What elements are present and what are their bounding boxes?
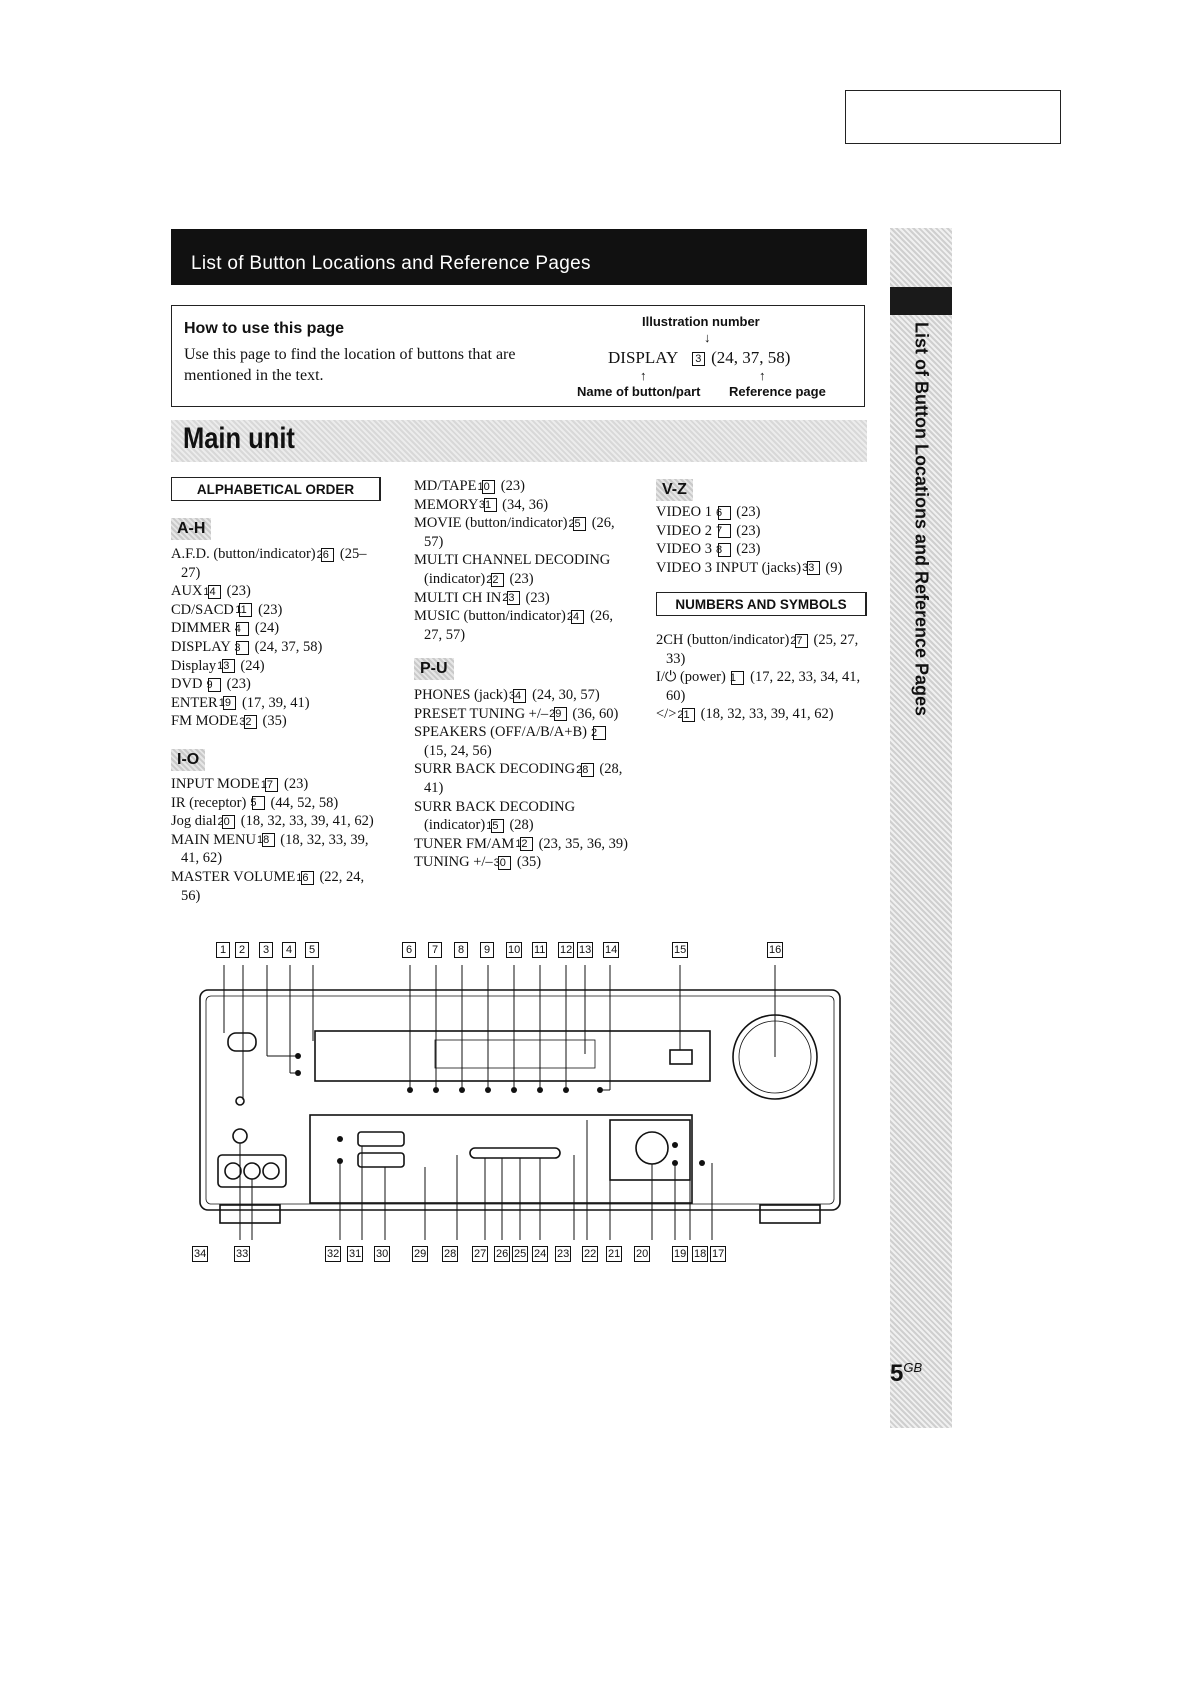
entry-number: 2 xyxy=(593,726,606,740)
callout-9: 9 xyxy=(480,942,494,958)
entry-number: 16 xyxy=(301,871,314,885)
callout-2: 2 xyxy=(235,942,249,958)
entry-name: Display xyxy=(171,657,220,674)
entry-number: 9 xyxy=(208,678,221,692)
list-item xyxy=(414,760,632,797)
list-item xyxy=(656,503,868,522)
entry-number: 10 xyxy=(482,480,495,494)
entry-pages: (23) xyxy=(497,478,525,494)
entry-pages: (44, 52, 58) xyxy=(266,794,339,811)
list-a-h xyxy=(171,545,379,731)
list-item xyxy=(656,631,868,668)
entry-pages: (24) xyxy=(236,657,265,674)
entry-name: Jog dial xyxy=(171,813,221,830)
entry-pages: (9) xyxy=(821,559,843,576)
example-line xyxy=(608,348,790,368)
lower-panel xyxy=(310,1115,692,1203)
callout-11: 11 xyxy=(534,944,546,956)
entry-name: SURR BACK DECODING (indicator) xyxy=(414,798,576,834)
entry-pages: (26, 27, 57) xyxy=(424,608,614,643)
arrow-up-icon: ↑ xyxy=(640,368,647,383)
entry-name: I/⏻ (power) xyxy=(656,669,730,686)
entry-pages: (15, 24, 56) xyxy=(424,742,492,759)
list-item xyxy=(414,798,632,835)
list-p-u xyxy=(414,686,632,872)
list-item xyxy=(171,545,379,582)
entry-pages: (22, 24, 56) xyxy=(181,868,365,904)
list-item xyxy=(414,686,632,705)
entry-name: PRESET TUNING +/– xyxy=(414,705,552,722)
list-item xyxy=(656,668,868,705)
callout-6: 6 xyxy=(402,942,416,958)
entry-pages: (25–27) xyxy=(181,546,367,581)
receiver-front-panel-diagram xyxy=(170,935,870,1275)
entry-name: MD/TAPE xyxy=(414,478,481,494)
list-item xyxy=(656,705,868,724)
list-item xyxy=(171,582,379,601)
callout-4: 4 xyxy=(282,942,296,958)
list-item xyxy=(414,607,632,644)
callout-21: 21 xyxy=(608,1248,621,1260)
list-item xyxy=(414,835,632,854)
callout-27: 27 xyxy=(474,1248,487,1260)
entry-number: 12 xyxy=(520,837,533,851)
list-item xyxy=(414,853,632,872)
entry-name: TUNER FM/AM xyxy=(414,835,518,852)
list-item xyxy=(414,705,632,724)
fluorescent-display xyxy=(435,1040,595,1068)
entry-number: 26 xyxy=(321,548,334,562)
entry-name: IR (receptor) xyxy=(171,794,250,811)
entry-pages: (23) xyxy=(254,601,283,618)
how-to-body: Use this page to find the location of buttons that are mentioned in the text. xyxy=(184,346,516,384)
callout-26: 26 xyxy=(496,1248,509,1260)
entry-name: DISPLAY xyxy=(171,638,234,655)
entry-name: A.F.D. (button/indicator) xyxy=(171,546,320,562)
page-banner xyxy=(171,229,867,285)
entry-pages: (23) xyxy=(280,776,309,792)
illustration-number-label: Illustration number xyxy=(642,314,760,329)
entry-name: TUNING +/– xyxy=(414,854,497,871)
entry-number: 6 xyxy=(718,506,731,520)
entry-pages: (17, 22, 33, 34, 41, 60) xyxy=(666,669,861,704)
jog-dial xyxy=(636,1132,668,1164)
entry-pages: (36, 60) xyxy=(568,705,619,722)
callout-5: 5 xyxy=(305,942,319,958)
callout-20: 20 xyxy=(636,1248,649,1260)
entry-number: 27 xyxy=(795,634,808,648)
entry-number: 11 xyxy=(239,603,252,617)
entry-number: 32 xyxy=(244,715,257,729)
entry-number: 18 xyxy=(262,833,275,847)
entry-number: 21 xyxy=(682,708,695,722)
callout-14: 14 xyxy=(605,944,618,956)
entry-name: SPEAKERS (OFF/A/B/A+B) xyxy=(414,724,591,741)
entry-name: </> xyxy=(656,706,681,723)
callout-33: 33 xyxy=(236,1248,249,1260)
entry-number: 15 xyxy=(491,819,504,833)
list-item xyxy=(171,868,379,905)
callout-13: 13 xyxy=(579,944,592,956)
foot-left xyxy=(220,1205,280,1223)
entry-number: 5 xyxy=(252,796,265,810)
entry-pages: (23) xyxy=(521,589,550,606)
callout-8: 8 xyxy=(454,942,468,958)
how-to-box xyxy=(171,305,865,407)
list-item xyxy=(414,496,632,515)
entry-number: 23 xyxy=(507,591,520,605)
entry-number: 22 xyxy=(491,573,504,587)
callout-18: 18 xyxy=(694,1248,707,1260)
list-item xyxy=(414,589,632,608)
list-item xyxy=(656,522,868,541)
entry-name: DIMMER xyxy=(171,620,235,637)
list-item xyxy=(414,514,632,551)
callout-3: 3 xyxy=(259,942,273,958)
callout-23: 23 xyxy=(557,1248,570,1260)
entry-number: 30 xyxy=(498,856,511,870)
callout-31: 31 xyxy=(349,1248,362,1260)
entry-pages: (23, 35, 36, 39) xyxy=(534,835,628,852)
callout-24: 24 xyxy=(534,1248,547,1260)
reference-page-label: Reference page xyxy=(729,384,826,399)
list-item xyxy=(414,551,632,588)
list-item xyxy=(171,794,379,813)
callout-29: 29 xyxy=(414,1248,427,1260)
entry-number: 31 xyxy=(484,498,497,512)
list-item xyxy=(171,831,379,868)
entry-number: 33 xyxy=(807,561,820,575)
callout-32: 32 xyxy=(327,1248,340,1260)
entry-pages: (25, 27, 33) xyxy=(666,632,859,667)
list-numbers-symbols xyxy=(656,631,868,724)
entry-name: ENTER xyxy=(171,694,222,711)
entry-pages: (23) xyxy=(223,583,251,600)
entry-name: FM MODE xyxy=(171,713,242,730)
entry-pages: (24, 37, 58) xyxy=(250,638,323,655)
display-window xyxy=(315,1031,710,1081)
list-item xyxy=(171,712,379,731)
list-item xyxy=(171,775,379,794)
list-item xyxy=(171,657,379,676)
banner-title: List of Button Locations and Reference Pages xyxy=(191,253,591,274)
surr-back-indicator xyxy=(670,1050,692,1064)
entry-pages: (23) xyxy=(732,522,761,539)
entry-pages: (18, 32, 33, 39, 41, 62) xyxy=(697,706,834,723)
entry-number: 1 xyxy=(731,671,744,685)
main-unit-band xyxy=(171,420,867,462)
sidebar-title: List of Button Locations and Reference Pages xyxy=(911,322,932,717)
callout-19: 19 xyxy=(674,1248,687,1260)
entry-name: MUSIC (button/indicator) xyxy=(414,608,570,625)
power-button xyxy=(228,1033,256,1051)
list-item xyxy=(171,619,379,638)
callout-25: 25 xyxy=(514,1248,527,1260)
jog-section xyxy=(610,1120,690,1180)
entry-pages: (23) xyxy=(505,570,534,587)
callout-10: 10 xyxy=(508,944,521,956)
entry-name: INPUT MODE xyxy=(171,776,264,792)
list-item xyxy=(414,477,632,496)
entry-pages: (23) xyxy=(732,541,761,558)
callout-34: 34 xyxy=(194,1248,207,1260)
callout-17: 17 xyxy=(712,1248,725,1260)
entry-name: VIDEO 2 xyxy=(656,522,716,539)
entry-name: MULTI CHANNEL DECODING (indicator) xyxy=(414,552,611,587)
list-item xyxy=(171,601,379,620)
alphabetical-order-heading: ALPHABETICAL ORDER xyxy=(171,477,381,501)
list-i-o xyxy=(171,775,379,905)
list-item xyxy=(171,812,379,831)
entry-pages: (18, 32, 33, 39, 41, 62) xyxy=(181,831,369,867)
list-item xyxy=(414,723,632,760)
how-to-title: How to use this page xyxy=(184,320,345,337)
entry-name: 2CH (button/indicator) xyxy=(656,632,793,648)
entry-pages: (35) xyxy=(258,713,287,730)
callout-12: 12 xyxy=(560,944,573,956)
section-tag-v-z: V-Z xyxy=(656,479,693,501)
entry-number: 34 xyxy=(513,689,526,703)
page-number-suffix: GB xyxy=(903,1360,923,1375)
entry-name: SURR BACK DECODING xyxy=(414,761,579,778)
entry-pages: (35) xyxy=(513,854,542,871)
entry-name: MAIN MENU xyxy=(171,831,260,848)
sidebar-tab-marker xyxy=(890,287,952,315)
entry-pages: (28, 41) xyxy=(424,761,623,796)
entry-number: 29 xyxy=(554,707,567,721)
entry-number: 14 xyxy=(208,585,221,599)
list-item xyxy=(656,540,868,559)
entry-number: 20 xyxy=(222,815,235,829)
entry-number: 3 xyxy=(236,641,249,655)
entry-number: 17 xyxy=(265,778,278,792)
entry-pages: (24, 30, 57) xyxy=(528,687,600,703)
callout-15: 15 xyxy=(674,944,687,956)
entry-pages: (26, 57) xyxy=(424,515,615,550)
entry-name: VIDEO 3 INPUT (jacks) xyxy=(656,559,805,576)
entry-pages: (34, 36) xyxy=(498,496,549,513)
callout-28: 28 xyxy=(444,1248,457,1260)
phones-jack xyxy=(233,1129,247,1143)
example-pages: (24, 37, 58) xyxy=(711,348,791,367)
arrow-down-icon: ↓ xyxy=(704,330,711,345)
entry-number: 7 xyxy=(718,524,731,538)
list-item xyxy=(171,694,379,713)
entry-pages: (24) xyxy=(251,620,280,637)
entry-number: 8 xyxy=(718,543,731,557)
list-item xyxy=(656,559,868,578)
entry-number: 19 xyxy=(223,696,236,710)
page-number-value: 5 xyxy=(890,1360,904,1387)
entry-number: 13 xyxy=(222,659,235,673)
entry-name: MASTER VOLUME xyxy=(171,868,299,885)
entry-name: DVD xyxy=(171,676,207,693)
section-tag-i-o: I-O xyxy=(171,749,205,771)
entry-name: MULTI CH IN xyxy=(414,589,505,606)
name-of-button-label: Name of button/part xyxy=(577,384,701,399)
entry-pages: (17, 39, 41) xyxy=(238,694,310,711)
entry-name: VIDEO 3 xyxy=(656,541,716,558)
list-item xyxy=(171,638,379,657)
entry-name: MOVIE (button/indicator) xyxy=(414,515,572,532)
mode-buttons xyxy=(470,1148,560,1158)
callout-7: 7 xyxy=(428,942,442,958)
entry-pages: (23) xyxy=(223,676,251,693)
entry-number: 24 xyxy=(571,610,584,624)
entry-name: AUX xyxy=(171,583,207,600)
section-tag-p-u: P-U xyxy=(414,658,454,680)
foot-right xyxy=(760,1205,820,1223)
callout-22: 22 xyxy=(584,1248,597,1260)
numbers-and-symbols-heading: NUMBERS AND SYMBOLS xyxy=(656,592,867,616)
entry-name: MEMORY xyxy=(414,496,482,513)
entry-pages: (18, 32, 33, 39, 41, 62) xyxy=(237,813,374,830)
arrow-up-icon-2: ↑ xyxy=(759,368,766,383)
example-number: 3 xyxy=(692,352,705,366)
section-tag-a-h: A-H xyxy=(171,518,211,540)
page-number xyxy=(890,1360,922,1388)
list-v-z xyxy=(656,503,868,577)
entry-pages: (28) xyxy=(505,817,534,834)
callout-16: 16 xyxy=(769,944,782,956)
example-name: DISPLAY xyxy=(608,348,678,367)
callout-30: 30 xyxy=(376,1248,389,1260)
entry-pages: (23) xyxy=(732,504,761,520)
entry-number: 25 xyxy=(573,517,586,531)
list-item xyxy=(171,675,379,694)
entry-name: VIDEO 1 xyxy=(656,504,716,520)
list-i-o-continued xyxy=(414,477,632,644)
header-blank-box xyxy=(845,90,1061,144)
callout-1: 1 xyxy=(216,942,230,958)
entry-number: 4 xyxy=(236,622,249,636)
entry-number: 28 xyxy=(581,763,594,777)
entry-name: PHONES (jack) xyxy=(414,687,512,703)
entry-name: CD/SACD xyxy=(171,601,238,618)
main-unit-title: Main unit xyxy=(183,422,295,455)
